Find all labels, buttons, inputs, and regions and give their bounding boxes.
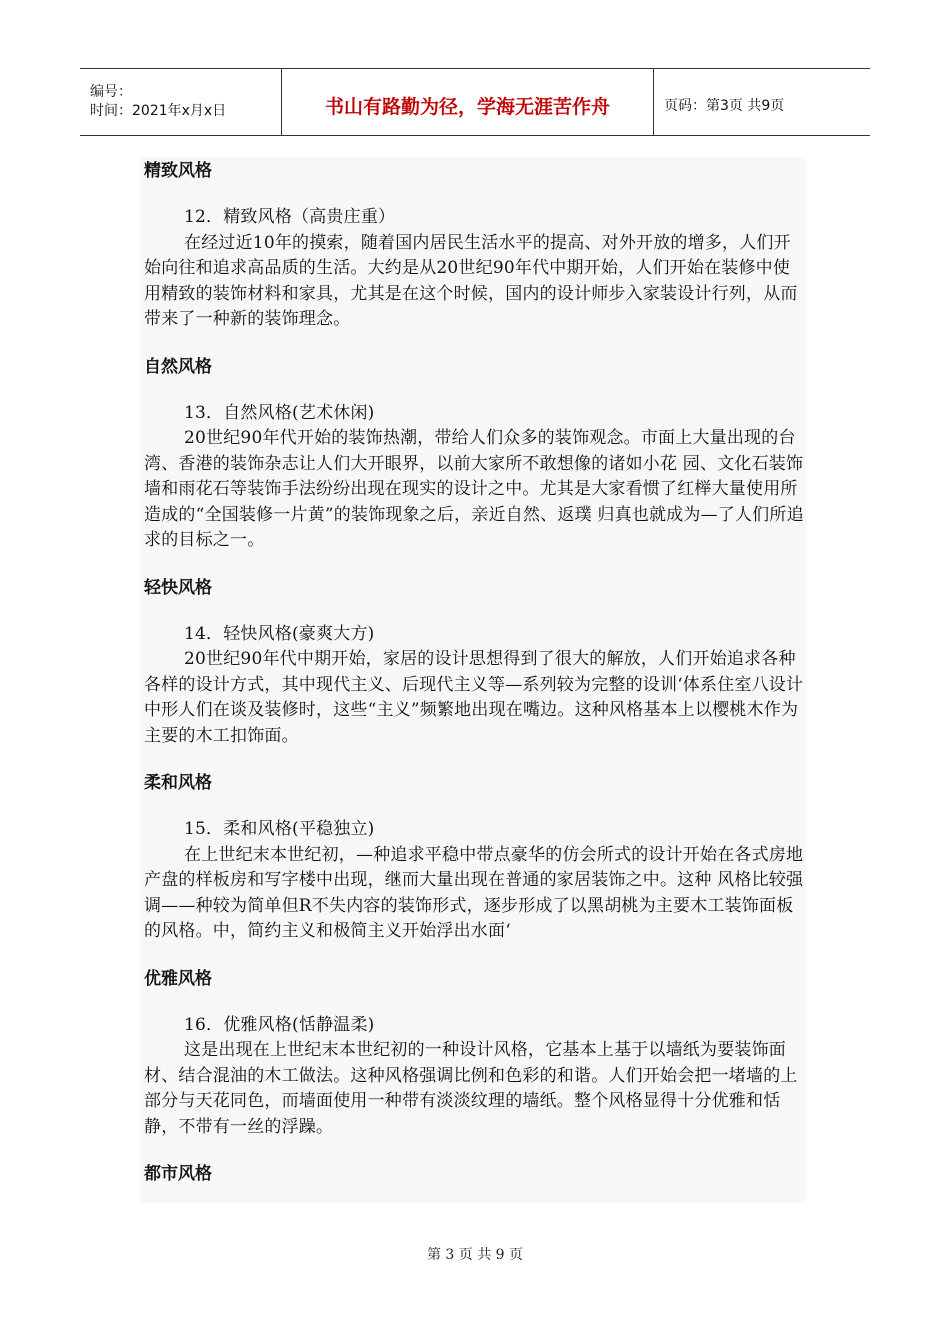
section-paragraph: 这是出现在上世纪末本世纪初的一种设计风格，它基本上基于以墙纸为要装饰面材、结合混油的木工做法。这种风格强调比例和色彩的和谐。人们开始会把一堵墙的上部分与天花同色，而墙面使用一种带有淡淡纹理的墙纸。整个风格显得十分优雅和恬静，不带有一丝的浮躁。: [144, 1040, 798, 1137]
section-subtitle: 13．自然风格(艺术休闲): [184, 402, 375, 423]
section: [140, 574, 806, 750]
section-paragraph: 20世纪90年代中期开始，家居的设计思想得到了很大的解放，人们开始追求各种各样的设计方式，其中现代主义、后现代主义等—系列较为完整的设训‘体系住室八设计中形人们在谈及装修时，这些“主义”频繁地出现在嘴边。这种风格基本上以樱桃木作为主要的木工扣饰面。: [144, 649, 804, 746]
doc-date: 时间：2021年x月x日: [90, 103, 227, 119]
section-paragraph: 20世纪90年代开始的装饰热潮，带给人们众多的装饰观念。市面上大量出现的台湾、香港的装饰杂志让人们大开眼界，以前大家所不敢想像的诸如小花 园、文化石装饰墙和雨花石等装饰手法纷纷出现在现实的设计之中。尤其是大家看惯了红榉大量使用所造成的“全国装修一片黄”的装饰现象之后，亲近自然、返璞 归真也就成为—了人们所追求的目标之一。: [144, 428, 804, 550]
section: [140, 157, 806, 333]
header-motto: 书山有路勤为径，学海无涯苦作舟: [282, 69, 654, 135]
section-heading: 自然风格: [144, 356, 212, 377]
section-heading: 优雅风格: [144, 968, 212, 989]
section-heading: 轻快风格: [144, 577, 212, 598]
section-heading: 柔和风格: [144, 773, 212, 793]
section: [140, 353, 806, 554]
section-paragraph: 在上世纪末本世纪初，—种追求平稳中带点豪华的仿会所式的设计开始在各式房地产盘的样板房和写字楼中出现，继而大量出现在普通的家居装饰之中。这种 风格比较强调——种较为简单但R不失内容的装饰形式，逐步形成了以黑胡桃为主要木工装饰面板的风格。中，简约主义和极简主义开始浮出水面‘: [144, 844, 804, 941]
section-subtitle: 16．优雅风格(恬静温柔): [184, 1014, 375, 1035]
section-subtitle: 15．柔和风格(平稳独立): [184, 819, 375, 839]
section-subtitle: 12．精致风格（高贵庄重）: [184, 207, 396, 227]
page-footer: 第 3 页 共 9 页: [426, 1247, 524, 1263]
doc-number-label: 编号：: [90, 84, 132, 100]
section-paragraph: 在经过近10年的摸索，随着国内居民生活水平的提高、对外开放的增多，人们开始向往和追求高品质的生活。大约是从20世纪90年代中期开始，人们开始在装修中使用精致的装饰材料和家具，尤其是在这个时候，国内的设计师步入家装设计行列，从而带来了一种新的装饰理念。: [144, 232, 798, 329]
header-page-info: 页码：第3页 共9页: [664, 98, 785, 114]
page-header: [80, 68, 870, 136]
section-subtitle: 14．轻快风格(豪爽大方): [184, 623, 375, 644]
section-heading-trailing: 都市风格: [144, 1164, 212, 1184]
section: [140, 965, 806, 1141]
header-meta: [80, 69, 282, 135]
section: [140, 769, 806, 945]
section-heading: 精致风格: [144, 161, 212, 181]
document-body: [140, 157, 806, 1203]
